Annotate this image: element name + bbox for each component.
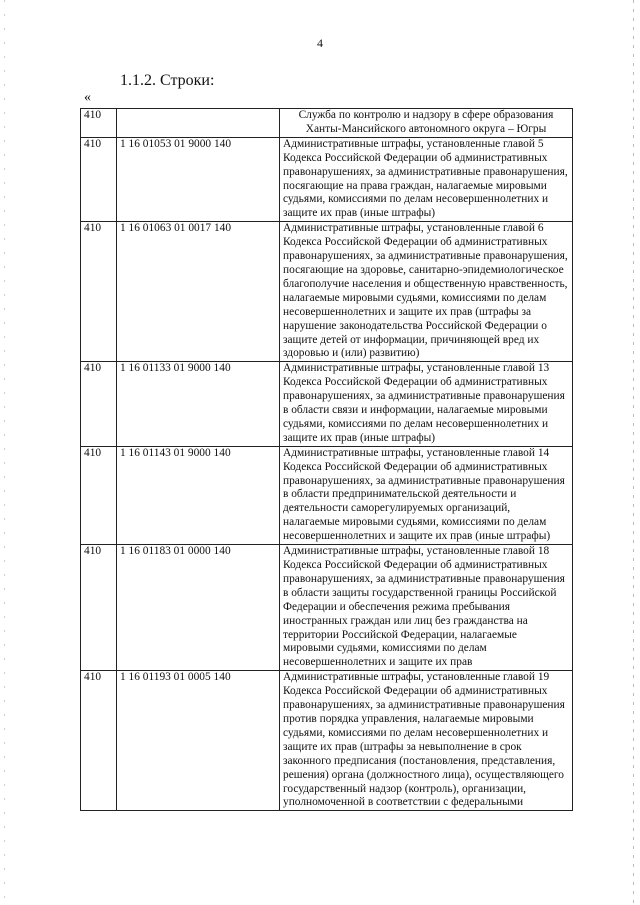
section-heading: 1.1.2. Строки: bbox=[120, 72, 215, 89]
kbk-code-cell bbox=[117, 109, 280, 138]
kbk-code-cell: 1 16 01143 01 9000 140 bbox=[117, 446, 280, 544]
table-row bbox=[81, 446, 573, 544]
admin-code-cell: 410 bbox=[81, 109, 117, 138]
admin-code-cell: 410 bbox=[81, 671, 117, 811]
description-cell: Административные штрафы, установленные главой 14 Кодекса Российской Федерации об административных правонарушениях, за административные правонарушения в области предпринимательской деятельности и деятельности саморегулируемых организаций, налагаемые мировыми судьями, комиссиями по делам несовершеннолетних и защите их прав (иные штрафы) bbox=[280, 446, 573, 544]
description-cell: Служба по контролю и надзору в сфере образования Ханты-Мансийского автономного округа – Югры bbox=[280, 109, 573, 138]
admin-code-cell: 410 bbox=[81, 137, 117, 221]
kbk-code-cell: 1 16 01183 01 0000 140 bbox=[117, 545, 280, 671]
table-row bbox=[81, 362, 573, 446]
table-row bbox=[81, 137, 573, 221]
kbk-code-cell: 1 16 01133 01 9000 140 bbox=[117, 362, 280, 446]
opening-quote-mark: « bbox=[84, 90, 91, 105]
admin-code-cell: 410 bbox=[81, 446, 117, 544]
table-row bbox=[81, 109, 573, 138]
table-row bbox=[81, 671, 573, 811]
scan-edge-right bbox=[633, 0, 634, 905]
description-cell: Административные штрафы, установленные главой 19 Кодекса Российской Федерации об административных правонарушениях, за административные правонарушения против порядка управления, налагаемые мировыми судьями, комиссиями по делам несовершеннолетних и защите их прав (штрафы за невыполнение в срок законного предписания (постановления, представления, решения) органа (должностного лица), осуществляющего государственный надзор (контроль), организации, уполномоченной в соответствии с федеральными bbox=[280, 671, 573, 811]
kbk-code-cell: 1 16 01193 01 0005 140 bbox=[117, 671, 280, 811]
description-cell: Административные штрафы, установленные главой 13 Кодекса Российской Федерации об административных правонарушениях, за административные правонарушения в области связи и информации, налагаемые мировыми судьями, комиссиями по делам несовершеннолетних и защите их прав (иные штрафы) bbox=[280, 362, 573, 446]
scan-edge-left bbox=[4, 0, 5, 905]
description-cell: Административные штрафы, установленные главой 6 Кодекса Российской Федерации об административных правонарушениях, за административные правонарушения, посягающие на здоровье, санитарно-эпидемиологическое благополучие населения и общественную нравственность, налагаемые мировыми судьями, комиссиями по делам несовершеннолетних и защите их прав (штрафы за нарушение законодательства Российской Федерации о защите детей от информации, причиняющей вред их здоровью и (или) развитию) bbox=[280, 222, 573, 362]
description-cell: Административные штрафы, установленные главой 18 Кодекса Российской Федерации об административных правонарушениях, за административные правонарушения в области защиты государственной границы Российской Федерации и обеспечения режима пребывания иностранных граждан или лиц без гражданства на территории Российской Федерации, налагаемые мировыми судьями, комиссиями по делам несовершеннолетних и защите их прав bbox=[280, 545, 573, 671]
admin-code-cell: 410 bbox=[81, 545, 117, 671]
description-cell: Административные штрафы, установленные главой 5 Кодекса Российской Федерации об административных правонарушениях, за административные правонарушения, посягающие на права граждан, налагаемые мировыми судьями, комиссиями по делам несовершеннолетних и защите их прав (иные штрафы) bbox=[280, 137, 573, 221]
kbk-code-cell: 1 16 01053 01 9000 140 bbox=[117, 137, 280, 221]
admin-code-cell: 410 bbox=[81, 222, 117, 362]
kbk-code-cell: 1 16 01063 01 0017 140 bbox=[117, 222, 280, 362]
table-row bbox=[81, 545, 573, 671]
page-number: 4 bbox=[317, 36, 323, 50]
budget-codes-table bbox=[80, 108, 573, 811]
table-row bbox=[81, 222, 573, 362]
admin-code-cell: 410 bbox=[81, 362, 117, 446]
